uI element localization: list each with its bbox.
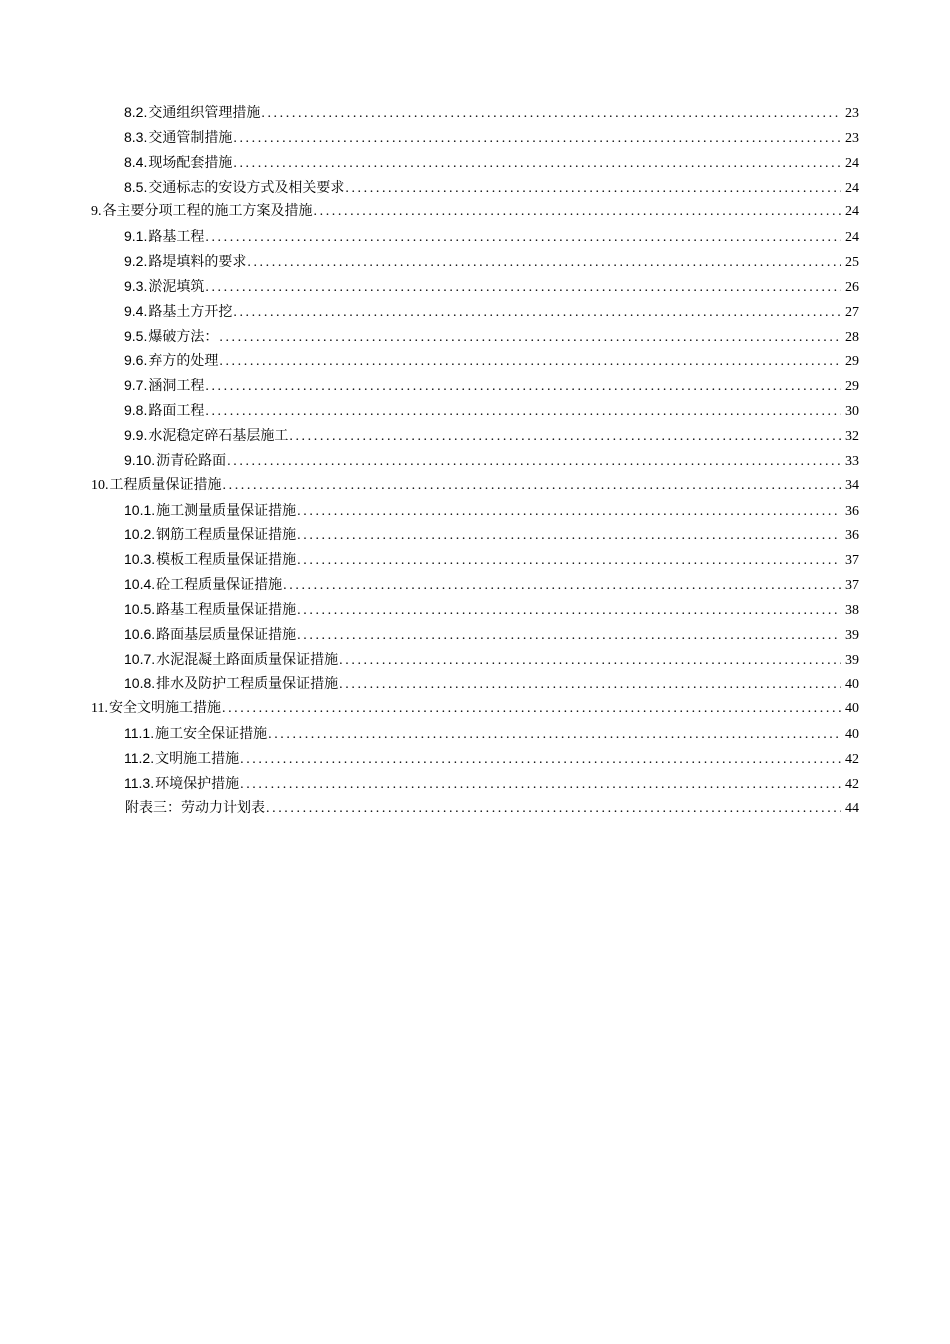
toc-entry-title: 路面基层质量保证措施 xyxy=(156,626,297,643)
toc-dot-leader xyxy=(297,500,841,525)
toc-entry-page-number: 24 xyxy=(845,230,859,246)
toc-entry[interactable] xyxy=(91,522,859,547)
toc-dot-leader xyxy=(297,524,841,549)
toc-dot-leader xyxy=(247,251,841,276)
toc-entry-number: 9.9. xyxy=(124,426,148,443)
toc-entry-title: 涵洞工程 xyxy=(148,378,205,395)
toc-entry-page-number: 37 xyxy=(845,553,859,569)
toc-entry-number: 10.6. xyxy=(124,625,156,642)
toc-entry-title: 淤泥填筑 xyxy=(148,278,205,295)
toc-entry-number: 10.5. xyxy=(124,600,156,617)
toc-entry-number: 9.2. xyxy=(124,253,148,270)
toc-entry-number: 9.10. xyxy=(124,451,156,468)
toc-entry-title: 路堤填料的要求 xyxy=(148,254,247,271)
toc-entry-title: 水泥混凝土路面质量保证措施 xyxy=(156,651,339,668)
toc-dot-leader xyxy=(219,326,841,351)
toc-entry-number: 9. xyxy=(91,204,102,220)
toc-entry-page-number: 30 xyxy=(845,404,859,420)
toc-entry-number: 10.7. xyxy=(124,650,156,667)
toc-entry-title: 路面工程 xyxy=(148,403,205,420)
toc-entry-page-number: 32 xyxy=(845,428,859,444)
toc-entry-title: 排水及防护工程质量保证措施 xyxy=(156,676,339,693)
toc-entry-number: 8.5. xyxy=(124,178,148,195)
toc-entry-title: 交通管制措施 xyxy=(148,129,233,146)
table-of-contents xyxy=(91,100,859,820)
toc-entry[interactable] xyxy=(91,448,859,473)
toc-dot-leader xyxy=(240,748,841,773)
toc-entry-page-number: 42 xyxy=(845,751,859,767)
toc-entry-page-number: 39 xyxy=(845,627,859,643)
toc-entry[interactable] xyxy=(91,547,859,572)
toc-entry[interactable] xyxy=(91,796,859,821)
toc-entry-title: 路基土方开挖 xyxy=(148,303,233,320)
toc-dot-leader xyxy=(233,127,841,152)
toc-dot-leader xyxy=(314,200,842,225)
toc-entry-title: 文明施工措施 xyxy=(155,750,240,767)
toc-dot-leader xyxy=(205,400,841,425)
toc-entry[interactable] xyxy=(91,199,859,224)
toc-entry-page-number: 38 xyxy=(845,602,859,618)
toc-entry-number: 11.3. xyxy=(124,774,155,791)
toc-entry-page-number: 36 xyxy=(845,503,859,519)
toc-dot-leader xyxy=(283,574,841,599)
toc-dot-leader xyxy=(222,697,841,722)
toc-entry-page-number: 37 xyxy=(845,578,859,594)
toc-entry-page-number: 27 xyxy=(845,304,859,320)
toc-entry-page-number: 33 xyxy=(845,453,859,469)
toc-entry[interactable] xyxy=(91,274,859,299)
toc-entry-page-number: 36 xyxy=(845,528,859,544)
toc-entry-title: 沥青砼路面 xyxy=(156,452,227,469)
toc-entry-page-number: 39 xyxy=(845,652,859,668)
toc-entry-number: 11.2. xyxy=(124,749,155,766)
toc-entry[interactable] xyxy=(91,249,859,274)
toc-entry[interactable] xyxy=(91,324,859,349)
toc-entry-page-number: 23 xyxy=(845,106,859,121)
toc-entry-title: 环境保护措施 xyxy=(155,775,240,792)
toc-entry[interactable] xyxy=(91,423,859,448)
toc-entry[interactable] xyxy=(91,622,859,647)
toc-entry-number: 8.3. xyxy=(124,128,148,145)
toc-entry[interactable] xyxy=(91,572,859,597)
toc-entry[interactable] xyxy=(91,175,859,200)
toc-entry-number: 10.1. xyxy=(124,501,156,518)
toc-entry-number: 9.8. xyxy=(124,402,148,419)
toc-entry-number: 10.3. xyxy=(124,551,156,568)
toc-dot-leader xyxy=(268,723,841,748)
toc-dot-leader xyxy=(345,177,841,202)
toc-entry-page-number: 23 xyxy=(845,130,859,146)
toc-entry-title: 模板工程质量保证措施 xyxy=(156,552,297,569)
toc-dot-leader xyxy=(205,276,841,301)
toc-dot-leader xyxy=(261,102,841,127)
toc-entry[interactable] xyxy=(91,597,859,622)
toc-entry-title: 砼工程质量保证措施 xyxy=(156,577,283,594)
toc-entry-title: 工程质量保证措施 xyxy=(109,476,222,493)
toc-entry-title: 路基工程质量保证措施 xyxy=(156,601,297,618)
toc-entry[interactable] xyxy=(91,100,859,125)
toc-entry[interactable] xyxy=(91,348,859,373)
toc-entry-number: 9.6. xyxy=(124,352,148,369)
toc-dot-leader xyxy=(266,797,841,822)
toc-entry[interactable] xyxy=(91,771,859,796)
toc-dot-leader xyxy=(227,450,841,475)
toc-dot-leader xyxy=(339,649,841,674)
toc-entry-page-number: 40 xyxy=(845,701,859,717)
toc-entry-page-number: 34 xyxy=(845,477,859,493)
toc-dot-leader xyxy=(205,375,841,400)
toc-entry-number: 10.8. xyxy=(124,675,156,692)
toc-dot-leader xyxy=(297,549,841,574)
toc-entry-number: 9.4. xyxy=(124,302,148,319)
toc-entry-title: 交通标志的安设方式及相关要求 xyxy=(148,179,345,196)
toc-entry-number: 9.3. xyxy=(124,277,148,294)
toc-entry-page-number: 26 xyxy=(845,279,859,295)
toc-entry-title: 钢筋工程质量保证措施 xyxy=(156,527,297,544)
toc-entry-number: 10. xyxy=(91,477,109,493)
toc-entry-title: 附表三：劳动力计划表 xyxy=(125,799,265,816)
toc-entry-title: 现场配套措施 xyxy=(148,154,233,171)
toc-entry[interactable] xyxy=(91,696,859,721)
toc-entry[interactable] xyxy=(91,398,859,423)
toc-dot-leader xyxy=(297,624,841,649)
toc-entry-title: 水泥稳定碎石基层施工 xyxy=(148,427,289,444)
toc-entry-title: 交通组织管理措施 xyxy=(148,105,261,121)
toc-entry-page-number: 29 xyxy=(845,379,859,395)
toc-entry-number: 8.4. xyxy=(124,153,148,170)
toc-entry-page-number: 40 xyxy=(845,727,859,743)
toc-dot-leader xyxy=(297,599,841,624)
toc-entry-title: 安全文明施工措施 xyxy=(108,700,221,717)
toc-entry-page-number: 42 xyxy=(845,776,859,792)
toc-entry-page-number: 44 xyxy=(845,800,859,816)
toc-entry-title: 施工测量质量保证措施 xyxy=(156,502,297,519)
toc-entry-number: 11.1. xyxy=(124,725,155,742)
toc-entry[interactable] xyxy=(91,299,859,324)
toc-entry-title: 路基工程 xyxy=(148,229,205,246)
toc-entry[interactable] xyxy=(91,373,859,398)
toc-entry-number: 8.2. xyxy=(124,104,148,120)
toc-entry-page-number: 28 xyxy=(845,329,859,345)
toc-entry[interactable] xyxy=(91,125,859,150)
toc-dot-leader xyxy=(233,301,841,326)
toc-dot-leader xyxy=(233,152,841,177)
toc-entry[interactable] xyxy=(91,473,859,498)
toc-entry-number: 9.7. xyxy=(124,377,148,394)
toc-entry[interactable] xyxy=(91,498,859,523)
toc-dot-leader xyxy=(240,773,841,798)
toc-dot-leader xyxy=(223,474,842,499)
toc-entry[interactable] xyxy=(91,746,859,771)
toc-entry-page-number: 25 xyxy=(845,255,859,271)
toc-entry-title: 弃方的处理 xyxy=(148,353,219,370)
toc-entry-title: 各主要分项工程的施工方案及措施 xyxy=(102,203,313,220)
toc-entry[interactable] xyxy=(91,150,859,175)
toc-entry-page-number: 24 xyxy=(845,180,859,196)
toc-dot-leader xyxy=(289,425,841,450)
toc-entry[interactable] xyxy=(91,671,859,696)
toc-entry[interactable] xyxy=(91,647,859,672)
toc-entry-number: 9.5. xyxy=(124,327,148,344)
toc-dot-leader xyxy=(205,226,841,251)
toc-entry-title: 爆破方法： xyxy=(148,328,219,345)
toc-entry-number: 10.4. xyxy=(124,576,156,593)
toc-entry-number: 10.2. xyxy=(124,526,156,543)
toc-entry-page-number: 24 xyxy=(845,204,859,220)
toc-entry-number: 9.1. xyxy=(124,228,148,245)
toc-dot-leader xyxy=(219,350,841,375)
toc-entry[interactable] xyxy=(91,721,859,746)
toc-entry-title: 施工安全保证措施 xyxy=(155,726,268,743)
toc-entry[interactable] xyxy=(91,224,859,249)
toc-dot-leader xyxy=(339,673,841,698)
toc-entry-page-number: 40 xyxy=(845,677,859,693)
toc-entry-number: 11. xyxy=(91,701,108,717)
toc-entry-page-number: 29 xyxy=(845,354,859,370)
toc-entry-page-number: 24 xyxy=(845,155,859,171)
